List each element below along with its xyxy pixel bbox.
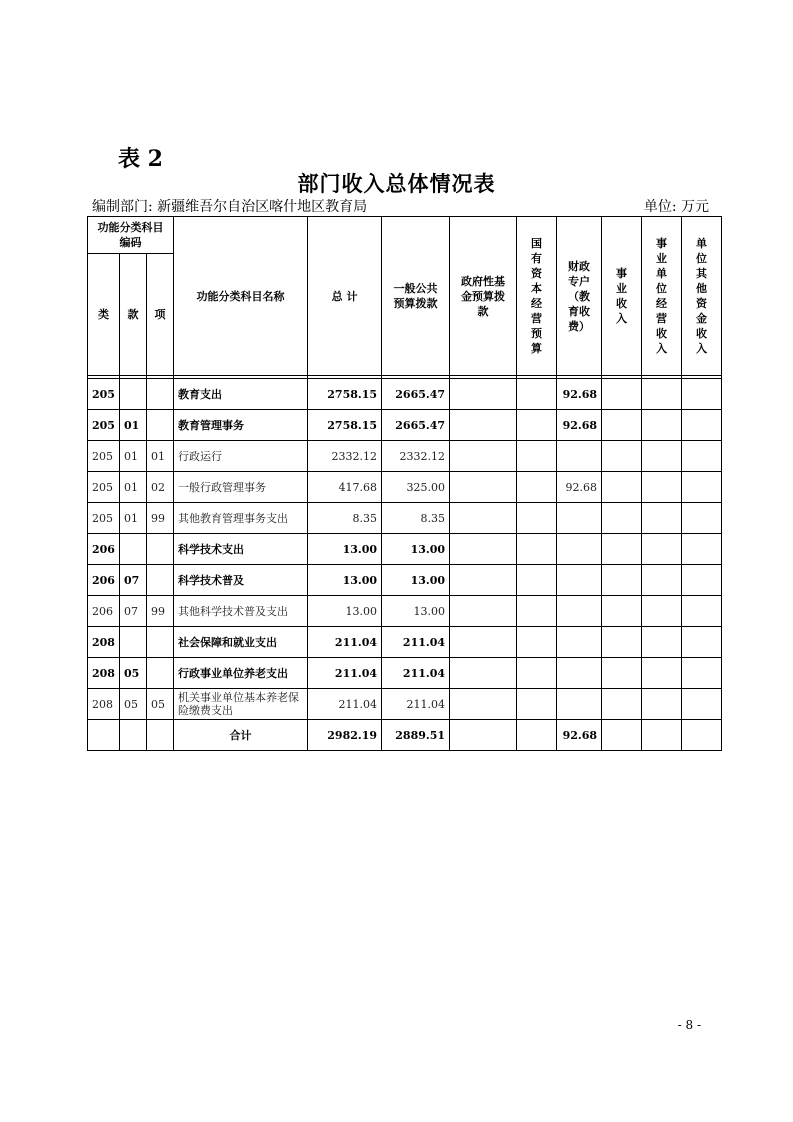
unit-label: 单位: 万元: [643, 199, 709, 215]
name-cell: 教育支出: [174, 379, 308, 410]
xiang-cell: [147, 410, 174, 441]
other-income-header: 单位其他资金收入: [682, 217, 722, 376]
kuan-cell: [120, 379, 147, 410]
operating-income-cell: [642, 503, 682, 534]
business-income-cell: [602, 689, 642, 720]
name-cell: 教育管理事务: [174, 410, 308, 441]
kuan-cell: 05: [120, 658, 147, 689]
other-income-cell: [682, 410, 722, 441]
kuan-header: 款: [120, 254, 147, 376]
total-cell: 2758.15: [308, 379, 382, 410]
lei-cell: 205: [88, 441, 120, 472]
table-row: [88, 689, 722, 720]
name-cell: 科学技术普及: [174, 565, 308, 596]
fund-budget-cell: [450, 720, 517, 751]
xiang-cell: [147, 565, 174, 596]
total-label-cell: 合计: [174, 720, 308, 751]
other-income-cell: [682, 658, 722, 689]
business-income-cell: [602, 627, 642, 658]
state-capital-cell: [517, 720, 557, 751]
fund-budget-cell: [450, 565, 517, 596]
lei-header: 类: [88, 254, 120, 376]
name-cell: 一般行政管理事务: [174, 472, 308, 503]
fiscal-special-cell: [557, 658, 602, 689]
fiscal-special-cell: [557, 596, 602, 627]
business-income-cell: [602, 410, 642, 441]
total-cell: 2982.19: [308, 720, 382, 751]
kuan-cell: 01: [120, 503, 147, 534]
table-row: [88, 379, 722, 410]
operating-income-cell: [642, 472, 682, 503]
other-income-cell: [682, 441, 722, 472]
kuan-cell: [120, 720, 147, 751]
name-cell: 行政事业单位养老支出: [174, 658, 308, 689]
fund-budget-header: 政府性基金预算拨款: [450, 217, 517, 376]
compiling-department: 编制部门: 新疆维吾尔自治区喀什地区教育局: [92, 199, 368, 215]
other-income-cell: [682, 503, 722, 534]
operating-income-cell: [642, 441, 682, 472]
document-title: 部门收入总体情况表: [297, 171, 496, 196]
state-capital-cell: [517, 379, 557, 410]
kuan-cell: [120, 534, 147, 565]
general-budget-cell: 211.04: [382, 658, 450, 689]
fiscal-special-cell: [557, 534, 602, 565]
table-row: [88, 503, 722, 534]
lei-cell: 208: [88, 658, 120, 689]
total-cell: 417.68: [308, 472, 382, 503]
name-cell: 科学技术支出: [174, 534, 308, 565]
fiscal-special-header: 财政专户（教育收费）: [557, 217, 602, 376]
general-budget-cell: 211.04: [382, 689, 450, 720]
fund-budget-cell: [450, 658, 517, 689]
operating-income-cell: [642, 596, 682, 627]
business-income-cell: [602, 596, 642, 627]
total-cell: 2758.15: [308, 410, 382, 441]
other-income-cell: [682, 379, 722, 410]
total-cell: 13.00: [308, 565, 382, 596]
name-header: 功能分类科目名称: [174, 217, 308, 376]
operating-income-cell: [642, 627, 682, 658]
business-income-cell: [602, 379, 642, 410]
total-row: [88, 720, 722, 751]
xiang-cell: [147, 627, 174, 658]
fiscal-special-cell: 92.68: [557, 472, 602, 503]
name-cell: 社会保障和就业支出: [174, 627, 308, 658]
operating-income-cell: [642, 658, 682, 689]
other-income-cell: [682, 596, 722, 627]
table-row: [88, 627, 722, 658]
operating-income-cell: [642, 410, 682, 441]
other-income-cell: [682, 689, 722, 720]
kuan-cell: 01: [120, 441, 147, 472]
general-budget-cell: 13.00: [382, 565, 450, 596]
state-capital-cell: [517, 441, 557, 472]
general-budget-cell: 8.35: [382, 503, 450, 534]
page-number: - 8 -: [677, 1018, 701, 1032]
kuan-cell: [120, 627, 147, 658]
fund-budget-cell: [450, 410, 517, 441]
lei-cell: 208: [88, 689, 120, 720]
total-header: 总 计: [308, 217, 382, 376]
fund-budget-cell: [450, 379, 517, 410]
business-income-cell: [602, 658, 642, 689]
total-cell: 211.04: [308, 689, 382, 720]
xiang-header: 项: [147, 254, 174, 376]
business-income-cell: [602, 441, 642, 472]
name-cell: 行政运行: [174, 441, 308, 472]
total-cell: 211.04: [308, 658, 382, 689]
state-capital-header: 国有资本经营预算: [517, 217, 557, 376]
xiang-cell: 99: [147, 503, 174, 534]
lei-cell: 208: [88, 627, 120, 658]
func-code-group-header: 功能分类科目编码: [88, 217, 174, 254]
other-income-cell: [682, 720, 722, 751]
other-income-cell: [682, 627, 722, 658]
total-cell: 13.00: [308, 534, 382, 565]
name-cell: 其他科学技术普及支出: [174, 596, 308, 627]
kuan-cell: 05: [120, 689, 147, 720]
general-budget-cell: 2665.47: [382, 379, 450, 410]
operating-income-cell: [642, 689, 682, 720]
state-capital-cell: [517, 596, 557, 627]
fiscal-special-cell: 92.68: [557, 410, 602, 441]
lei-cell: 205: [88, 379, 120, 410]
table-row: [88, 534, 722, 565]
operating-income-cell: [642, 565, 682, 596]
total-cell: 8.35: [308, 503, 382, 534]
table-row: [88, 441, 722, 472]
business-income-cell: [602, 720, 642, 751]
lei-cell: 206: [88, 596, 120, 627]
fiscal-special-cell: [557, 627, 602, 658]
fiscal-special-cell: 92.68: [557, 379, 602, 410]
business-income-cell: [602, 472, 642, 503]
general-budget-cell: 325.00: [382, 472, 450, 503]
fiscal-special-cell: [557, 503, 602, 534]
fund-budget-cell: [450, 627, 517, 658]
general-budget-header: 一般公共预算拨款: [382, 217, 450, 376]
state-capital-cell: [517, 534, 557, 565]
table-row: [88, 596, 722, 627]
xiang-cell: 99: [147, 596, 174, 627]
other-income-cell: [682, 534, 722, 565]
kuan-cell: 07: [120, 565, 147, 596]
general-budget-cell: 13.00: [382, 596, 450, 627]
fiscal-special-cell: [557, 689, 602, 720]
table-row: [88, 410, 722, 441]
general-budget-cell: 211.04: [382, 627, 450, 658]
xiang-cell: 01: [147, 441, 174, 472]
state-capital-cell: [517, 410, 557, 441]
operating-income-cell: [642, 379, 682, 410]
operating-income-cell: [642, 534, 682, 565]
kuan-cell: 01: [120, 472, 147, 503]
fiscal-special-cell: [557, 441, 602, 472]
kuan-cell: 01: [120, 410, 147, 441]
total-cell: 13.00: [308, 596, 382, 627]
xiang-cell: [147, 379, 174, 410]
operating-income-cell: [642, 720, 682, 751]
business-income-cell: [602, 534, 642, 565]
state-capital-cell: [517, 658, 557, 689]
table-row: [88, 565, 722, 596]
fiscal-special-cell: [557, 565, 602, 596]
lei-cell: 205: [88, 503, 120, 534]
state-capital-cell: [517, 472, 557, 503]
xiang-cell: [147, 534, 174, 565]
business-income-cell: [602, 565, 642, 596]
lei-cell: 205: [88, 410, 120, 441]
fund-budget-cell: [450, 534, 517, 565]
general-budget-cell: 2332.12: [382, 441, 450, 472]
operating-income-header: 事业单位经营收入: [642, 217, 682, 376]
fiscal-special-cell: 92.68: [557, 720, 602, 751]
general-budget-cell: 2665.47: [382, 410, 450, 441]
lei-cell: 206: [88, 534, 120, 565]
fund-budget-cell: [450, 596, 517, 627]
general-budget-cell: 13.00: [382, 534, 450, 565]
fund-budget-cell: [450, 472, 517, 503]
other-income-cell: [682, 565, 722, 596]
state-capital-cell: [517, 627, 557, 658]
business-income-header: 事业收入: [602, 217, 642, 376]
kuan-cell: 07: [120, 596, 147, 627]
lei-cell: [88, 720, 120, 751]
other-income-cell: [682, 472, 722, 503]
fund-budget-cell: [450, 441, 517, 472]
total-cell: 211.04: [308, 627, 382, 658]
lei-cell: 205: [88, 472, 120, 503]
business-income-cell: [602, 503, 642, 534]
xiang-cell: [147, 720, 174, 751]
lei-cell: 206: [88, 565, 120, 596]
table-row: [88, 658, 722, 689]
name-cell: 机关事业单位基本养老保险缴费支出: [174, 689, 308, 720]
xiang-cell: 02: [147, 472, 174, 503]
state-capital-cell: [517, 503, 557, 534]
table-row: [88, 472, 722, 503]
state-capital-cell: [517, 565, 557, 596]
income-table: [87, 216, 722, 751]
name-cell: 其他教育管理事务支出: [174, 503, 308, 534]
state-capital-cell: [517, 689, 557, 720]
fund-budget-cell: [450, 503, 517, 534]
xiang-cell: 05: [147, 689, 174, 720]
total-cell: 2332.12: [308, 441, 382, 472]
xiang-cell: [147, 658, 174, 689]
fund-budget-cell: [450, 689, 517, 720]
general-budget-cell: 2889.51: [382, 720, 450, 751]
table-label: 表 2: [118, 146, 163, 172]
